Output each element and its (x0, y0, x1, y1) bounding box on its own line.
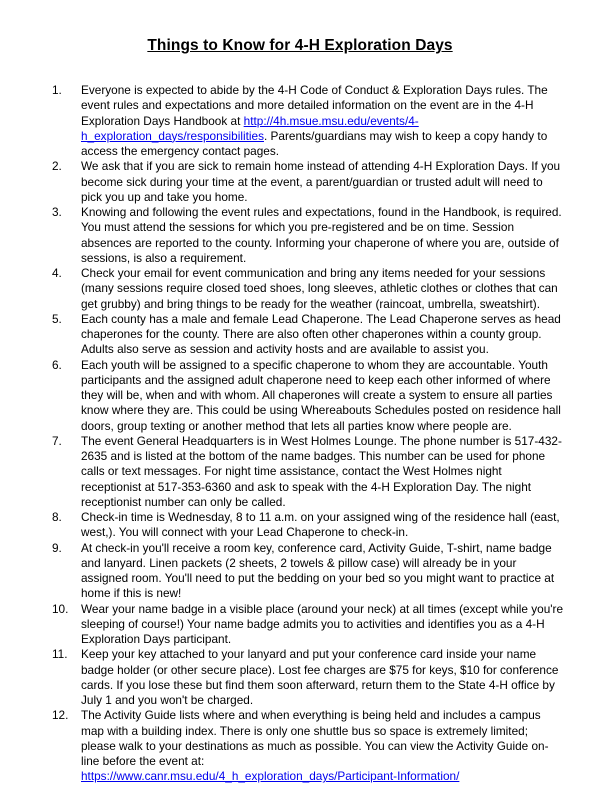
list-item (52, 312, 564, 358)
item-text: Wear your name badge in a visible place (around your neck) at all times (except while you're sleeping of course!) Your name badge admits you to activities and identifies you as a 4-H Exploration Days participant. (81, 601, 564, 646)
list-item (52, 266, 564, 312)
item-text: Each youth will be assigned to a specific chaperone to whom they are accountable. Youth participants and the assigned adult chaperone need to keep each other informed of where they will be, when and with whom. All chaperones will create a system to ensure all parties know where they are. This could be using Whereabouts Schedules posted on residence hall doors, group texting or another method that lets all parties know where people are. (81, 357, 561, 433)
list-item (52, 434, 564, 510)
item-number: 2. (52, 159, 62, 174)
item-number: 8. (52, 510, 62, 524)
item-text: Each county has a male and female Lead Chaperone. The Lead Chaperone serves as head chaperones for the county. There are also often other chaperones within a county group. Adults also serve as session and activity hosts and are available to assist you. (81, 311, 561, 357)
item-number: 3. (52, 205, 62, 219)
list-item (52, 708, 564, 784)
item-text: Check-in time is Wednesday, 8 to 11 a.m. on your assigned wing of the residence hall (east, west,). You will connect with your Lead Chaperone to check-in. (81, 510, 560, 540)
item-text: Everyone is expected to abide by the 4-H Code of Conduct & Exploration Days rules. The event rules and expectations and more detailed information on the event are in the 4-H Exploration Days Handbook at (81, 83, 548, 128)
activity-guide-link[interactable]: https://www.canr.msu.edu/4_h_exploration_days/Participant-Information/ (81, 769, 460, 784)
list-item (52, 647, 564, 708)
item-number: 1. (52, 83, 62, 97)
handbook-link[interactable]: http://4h.msue.msu.edu/events/4-h_exploration_days/responsibilities (81, 113, 419, 143)
list-item (52, 510, 564, 541)
rules-list (52, 83, 564, 785)
item-text: Keep your key attached to your lanyard and put your conference card inside your name badge holder (or other secure place). Lost fee charges are $75 for keys, $10 for conference cards. If you lose these but find them soon afterward, return them to the State 4-H office by July 1 and you won't be charged. (81, 647, 559, 707)
item-number: 10. (52, 601, 69, 616)
item-number: 11. (52, 647, 68, 662)
list-item (52, 358, 564, 434)
item-text: At check-in you'll receive a room key, conference card, Activity Guide, T-shirt, name badge and lanyard. Linen packets (2 sheets, 2 towels & pillow case) will already be in your assigned room. You'll need to put the bedding on your bed so you might want to practice at home if this is new! (81, 540, 555, 601)
list-item (52, 541, 564, 602)
list-item (52, 205, 564, 266)
item-text: Check your email for event communication and bring any items needed for your sessions (many sessions require closed toed shoes, long sleeves, athletic clothes or clothes that can get grubby) and bring things to be ready for the weather (raincoat, umbrella, sweatshirt). (81, 266, 558, 311)
item-text: The Activity Guide lists where and when everything is being held and includes a campus map with a building index. There is only one shuttle bus so space is extremely limited; please walk to your destinations as much as possible. You can view the Activity Guide on-line before the event at: (81, 708, 549, 768)
page-title: Things to Know for 4-H Exploration Days (147, 37, 453, 54)
item-text: We ask that if you are sick to remain home instead of attending 4-H Exploration Days. If you become sick during your time at the event, a parent/guardian or trusted adult will need to pick you up and take you home. (81, 159, 561, 204)
item-number: 5. (52, 311, 62, 326)
item-text: The event General Headquarters is in West Holmes Lounge. The phone number is 517-432-2635 and is listed at the bottom of the name badges. This number can be used for phone calls or text messages. For night time assistance, contact the West Holmes night receptionist at 517-353-6360 and ask to speak with the 4-H Exploration Day. The night receptionist number can only be called. (81, 433, 562, 509)
list-item (52, 83, 564, 159)
item-number: 12. (52, 708, 69, 723)
item-number: 4. (52, 266, 62, 280)
item-number: 9. (52, 540, 62, 555)
list-item (52, 159, 564, 205)
item-text: Knowing and following the event rules and expectations, found in the Handbook, is required. You must attend the sessions for which you pre-registered and be on time. Session absences are reported to the county. Informing your chaperone of where you are, outside of sessions, is also a requirement. (81, 205, 562, 265)
list-item (52, 602, 564, 648)
item-text-after: . Parents/guardians may wish to keep a copy handy to access the emergency contact pages. (81, 128, 548, 158)
item-number: 7. (52, 433, 62, 448)
item-number: 6. (52, 357, 62, 372)
